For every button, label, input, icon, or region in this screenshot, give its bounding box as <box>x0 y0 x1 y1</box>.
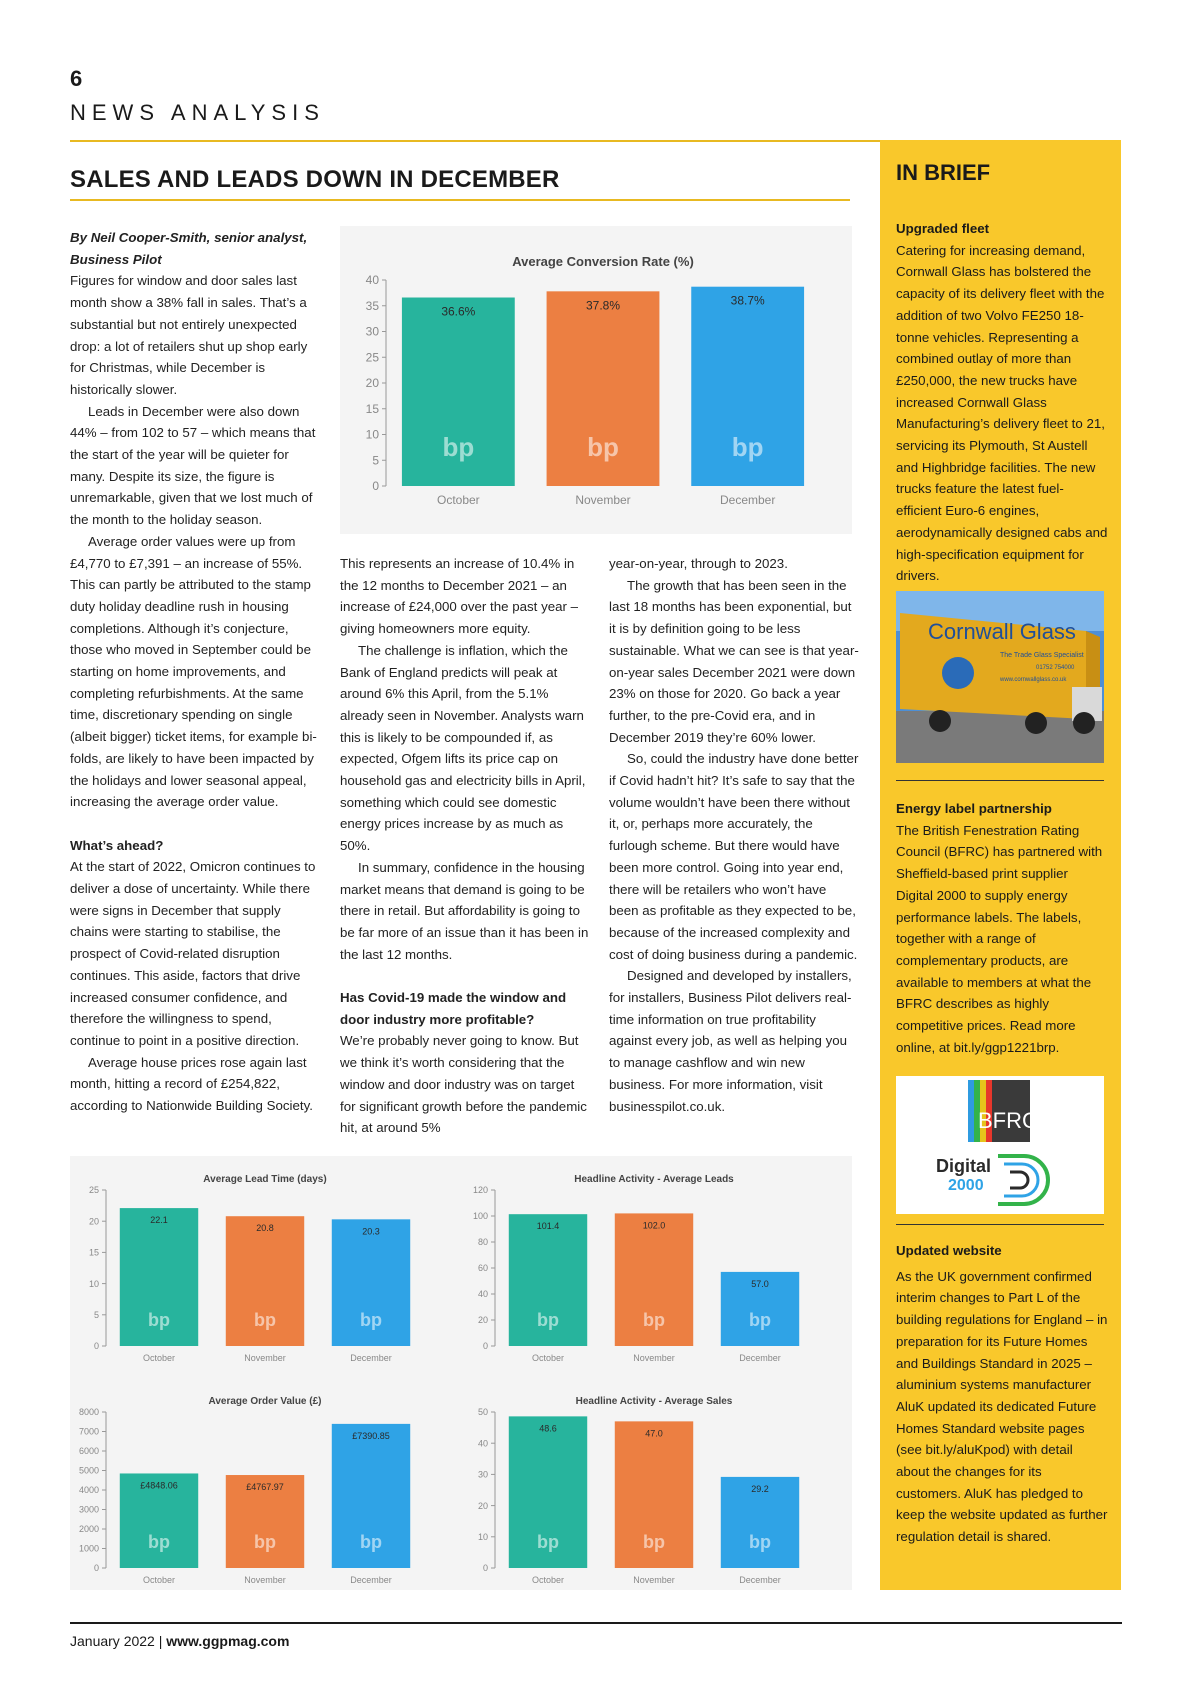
brief-body: As the UK government confirmed interim changes to Part L of the building regulations for England – in preparation for its Future Homes and Buildings Standard in 2025 – aluminium systems manufacturer AluK updated its dedicated Future Homes Standard website pages (see bit.ly/aluKpod) with detail about the changes for its customers. AluK has pledged to keep the website updated as further regulation detail is shared. <box>896 1268 1108 1545</box>
paragraph: Leads in December were also down 44% – from 102 to 57 – which means that the start of the year will be quieter for many. Despite its size, the figure is unremarkable, given that we lost much of the month to the holiday season. <box>70 403 316 528</box>
byline-line-2: Business Pilot <box>70 251 162 267</box>
data-label: £7390.85 <box>352 1430 390 1441</box>
y-tick-label: 20 <box>477 1500 488 1511</box>
paragraph: Average order values were up from £4,770 to £7,391 – an increase of 55%. This can partly be attributed to the stamp duty holiday deadline rush in housing completions. Although it’s conjecture, those who moved in September could be starting on home improvements, and completing refurbishments. At the same time, discretionary spending on single (albeit bigger) ticket items, for example bi-folds, are likely to have been impacted by the holidays and lower seasonal appeal, increasing the average order value. <box>70 533 317 810</box>
y-tick-label: 0 <box>93 1563 99 1574</box>
x-tick-label: December <box>719 493 776 507</box>
bp-watermark: bp <box>254 1310 276 1330</box>
x-tick-label: October <box>436 493 480 507</box>
sidebar-divider <box>896 1224 1104 1225</box>
y-tick-label: 3000 <box>78 1504 99 1515</box>
data-label: 48.6 <box>539 1423 557 1434</box>
brief-heading: Energy label partnership <box>896 801 1052 816</box>
paragraph: Average house prices rose again last month, hitting a record of £254,822, according to Nationwide Building Society. <box>70 1054 313 1114</box>
subheading: Has Covid-19 made the window and door industry more profitable? <box>340 990 567 1027</box>
x-tick-label: November <box>633 1575 675 1585</box>
data-label: 29.2 <box>751 1483 769 1494</box>
data-label: 47.0 <box>645 1428 663 1439</box>
truck-tagline-text: The Trade Glass Specialist <box>1000 652 1084 659</box>
bp-watermark: bp <box>254 1532 276 1552</box>
truck-phone-text: 01752 754000 <box>1036 665 1075 671</box>
y-tick-label: 0 <box>482 1341 488 1352</box>
y-tick-label: 35 <box>365 298 379 313</box>
y-tick-label: 40 <box>477 1438 488 1449</box>
paragraph: In summary, confidence in the housing market means that demand is going to be there in retail. But affordability is going to be far more of an issue than it has been in the last 12 months. <box>340 859 589 962</box>
y-tick-label: 30 <box>477 1469 488 1480</box>
y-tick-label: 100 <box>472 1211 488 1222</box>
data-label: 57.0 <box>751 1278 769 1289</box>
y-tick-label: 25 <box>88 1185 99 1196</box>
y-tick-label: 15 <box>365 401 379 416</box>
y-tick-label: 5 <box>372 453 379 468</box>
y-tick-label: 6000 <box>78 1446 99 1457</box>
bp-watermark: bp <box>749 1310 771 1330</box>
y-tick-label: 60 <box>477 1263 488 1274</box>
bp-watermark: bp <box>643 1532 665 1552</box>
paragraph: So, could the industry have done better if Covid hadn’t hit? It’s safe to say that the volume wouldn’t have been there without it, or, perhaps more accurately, the furlough scheme. But there would have been more control. Going into year end, there will be retailers who won’t have been as profitable as they expected to be, because of the increased complexity and cost of doing business during a pandemic. <box>609 751 859 962</box>
chart-title: Average Conversion Rate (%) <box>512 254 694 269</box>
bp-watermark: bp <box>537 1532 559 1552</box>
chart-title: Average Lead Time (days) <box>203 1174 327 1185</box>
x-tick-label: December <box>350 1353 392 1363</box>
y-tick-label: 30 <box>365 324 379 339</box>
bp-watermark: bp <box>148 1310 170 1330</box>
bp-watermark: bp <box>148 1532 170 1552</box>
x-tick-label: November <box>633 1353 675 1363</box>
brief-item-energy-label <box>896 798 1108 1058</box>
y-tick-label: 20 <box>365 376 379 391</box>
headline: SALES AND LEADS DOWN IN DECEMBER <box>70 166 560 193</box>
bar-chart <box>473 1174 799 1363</box>
bp-watermark: bp <box>360 1532 382 1552</box>
chart-title: Average Order Value (£) <box>208 1396 322 1407</box>
bp-watermark: bp <box>360 1310 382 1330</box>
section-rule <box>70 140 880 142</box>
y-tick-label: 5000 <box>78 1465 99 1476</box>
footer-rule <box>70 1622 1122 1624</box>
bfrc-logo: BFRC <box>978 1108 1038 1133</box>
footer-date: January 2022 | <box>70 1633 163 1649</box>
x-tick-label: October <box>142 1575 176 1585</box>
y-tick-label: 7000 <box>78 1426 99 1437</box>
data-label: £4767.97 <box>246 1482 284 1493</box>
bp-watermark: bp <box>749 1532 771 1552</box>
y-tick-label: 2000 <box>78 1524 99 1535</box>
data-label: £4848.06 <box>140 1480 178 1491</box>
article-column-2 <box>340 553 590 1139</box>
footer <box>70 1633 289 1649</box>
article-column-3 <box>609 553 859 1117</box>
byline-line-1: By Neil Cooper-Smith, senior analyst, <box>70 230 308 245</box>
truck-brand-text: Cornwall Glass <box>928 619 1076 644</box>
paragraph: We’re probably never going to know. But we think it’s worth considering that the window and door industry was on target for significant growth before the pandemic hit, at around 5% <box>340 1033 587 1136</box>
data-label: 20.3 <box>362 1226 380 1237</box>
paragraph: This represents an increase of 10.4% in the 12 months to December 2021 – an increase of £24,000 over the past year – giving homeowners more equity. <box>340 556 579 637</box>
brief-heading: Updated website <box>896 1243 1002 1258</box>
y-tick-label: 0 <box>372 479 379 494</box>
partner-logos <box>896 1076 1104 1214</box>
bp-watermark: bp <box>537 1310 559 1330</box>
bp-watermark: bp <box>587 432 619 462</box>
y-tick-label: 25 <box>365 350 379 365</box>
sidebar-divider <box>896 780 1104 781</box>
y-tick-label: 0 <box>93 1341 99 1352</box>
y-tick-label: 40 <box>477 1289 488 1300</box>
paragraph: At the start of 2022, Omicron continues to deliver a dose of uncertainty. While there were signs in December that supply chains were starting to stabilise, the prospect of Covid-related disruption continues. This aside, factors that drive increased consumer confidence, and therefore the willingness to spend, continue to point in a positive direction. <box>70 859 316 1048</box>
data-label: 38.7% <box>730 293 765 308</box>
bp-watermark: bp <box>442 432 475 462</box>
bar-chart <box>366 254 804 507</box>
paragraph: year-on-year, through to 2023. <box>609 556 788 571</box>
y-tick-label: 20 <box>88 1216 99 1227</box>
in-brief-sidebar <box>880 140 1121 1590</box>
x-tick-label: October <box>531 1575 565 1585</box>
digital2000-logo-text: Digital <box>936 1156 992 1176</box>
y-tick-label: 80 <box>477 1237 488 1248</box>
data-label: 20.8 <box>256 1223 274 1234</box>
bar-chart <box>79 1396 410 1585</box>
subheading: What’s ahead? <box>70 837 164 853</box>
y-tick-label: 0 <box>482 1563 488 1574</box>
bp-watermark: bp <box>643 1310 665 1330</box>
brief-heading: Upgraded fleet <box>896 221 990 236</box>
section-label: NEWS ANALYSIS <box>70 100 325 125</box>
y-tick-label: 50 <box>477 1407 488 1418</box>
x-tick-label: December <box>350 1575 392 1585</box>
y-tick-label: 8000 <box>78 1407 99 1418</box>
paragraph: Figures for window and door sales last month show a 38% fall in sales. That’s a substantial but not entirely unexpected drop: a lot of retailers shut up shop early for Christmas, while December is historically slower. <box>70 273 308 397</box>
y-tick-label: 15 <box>88 1247 99 1258</box>
brief-body: Catering for increasing demand, Cornwall Glass has bolstered the capacity of its delivery fleet with the addition of two Volvo FE250 18-tonne vehicles. Representing a combined outlay of more than £250,000, the new trucks have increased Cornwall Glass Manufacturing’s delivery fleet to 21, servicing its Plymouth, St Austell and Highbridge facilities. The new trucks feature the latest fuel-efficient Euro-6 engines, aerodynamically designed cabs and high-specification equipment for drivers. <box>896 242 1108 584</box>
chart-title: Headline Activity - Average Sales <box>575 1396 733 1407</box>
data-label: 102.0 <box>642 1220 666 1231</box>
bottom-charts-panel <box>70 1156 852 1590</box>
y-tick-label: 40 <box>365 273 379 288</box>
y-tick-label: 4000 <box>78 1485 99 1496</box>
x-tick-label: October <box>142 1353 176 1363</box>
article-column-1 <box>70 227 320 1117</box>
data-label: 37.8% <box>585 298 621 313</box>
x-tick-label: December <box>739 1353 781 1363</box>
y-tick-label: 120 <box>472 1185 488 1196</box>
brief-body: The British Fenestration Rating Council (BFRC) has partnered with Sheffield-based print supplier Digital 2000 to supply energy performance labels. The labels, together with a range of complementary products, are available to members at what the BFRC describes as highly competitive prices. Read more online, at bit.ly/ggp1221brp. <box>896 822 1103 1055</box>
bp-watermark: bp <box>731 432 764 462</box>
x-tick-label: November <box>575 493 631 507</box>
headline-rule <box>70 199 850 201</box>
x-tick-label: December <box>739 1575 781 1585</box>
truck-photo <box>896 591 1104 763</box>
data-label: 101.4 <box>536 1221 560 1232</box>
page-number: 6 <box>70 66 83 91</box>
conversion-rate-chart <box>340 226 852 534</box>
x-tick-label: November <box>244 1353 286 1363</box>
truck-url-text: www.cornwallglass.co.uk <box>1000 677 1067 683</box>
y-tick-label: 10 <box>477 1531 488 1542</box>
y-tick-label: 5 <box>93 1309 99 1320</box>
sidebar-title: IN BRIEF <box>896 160 991 185</box>
y-tick-label: 1000 <box>78 1543 99 1554</box>
y-tick-label: 10 <box>365 427 379 442</box>
y-tick-label: 10 <box>88 1278 99 1289</box>
footer-website: www.ggpmag.com <box>166 1633 290 1649</box>
bar-chart <box>478 1396 799 1585</box>
x-tick-label: November <box>244 1575 286 1585</box>
paragraph: The growth that has been seen in the last 18 months has been exponential, but it is by definition going to be less sustainable. What we can see is that year-on-year sales December 2021 were down 23% on those for 2020. Go back a year further, to the pre-Covid era, and in December 2019 they’re 60% lower. <box>609 577 859 745</box>
data-label: 36.6% <box>441 304 476 319</box>
chart-title: Headline Activity - Average Leads <box>574 1174 734 1185</box>
x-tick-label: October <box>531 1353 565 1363</box>
data-label: 22.1 <box>150 1215 168 1226</box>
paragraph: The challenge is inflation, which the Bank of England predicts will peak at around 6% this April, from the 5.1% already seen in November. Analysts warn this is likely to be compounded if, as expected, Ofgem lifts its price cap on household gas and electricity bills in April, something which could see domestic energy prices increase by as much as 50%. <box>340 642 586 854</box>
paragraph: Designed and developed by installers, for installers, Business Pilot delivers real-time information on true profitability against every job, as well as helping you to manage cashflow and win new business. For more information, visit businesspilot.co.uk. <box>609 968 852 1114</box>
bar-chart <box>89 1174 410 1363</box>
y-tick-label: 20 <box>477 1315 488 1326</box>
brief-item-website <box>896 1240 1108 1548</box>
digital2000-logo-number: 2000 <box>948 1177 984 1194</box>
brief-item-fleet <box>896 218 1108 587</box>
